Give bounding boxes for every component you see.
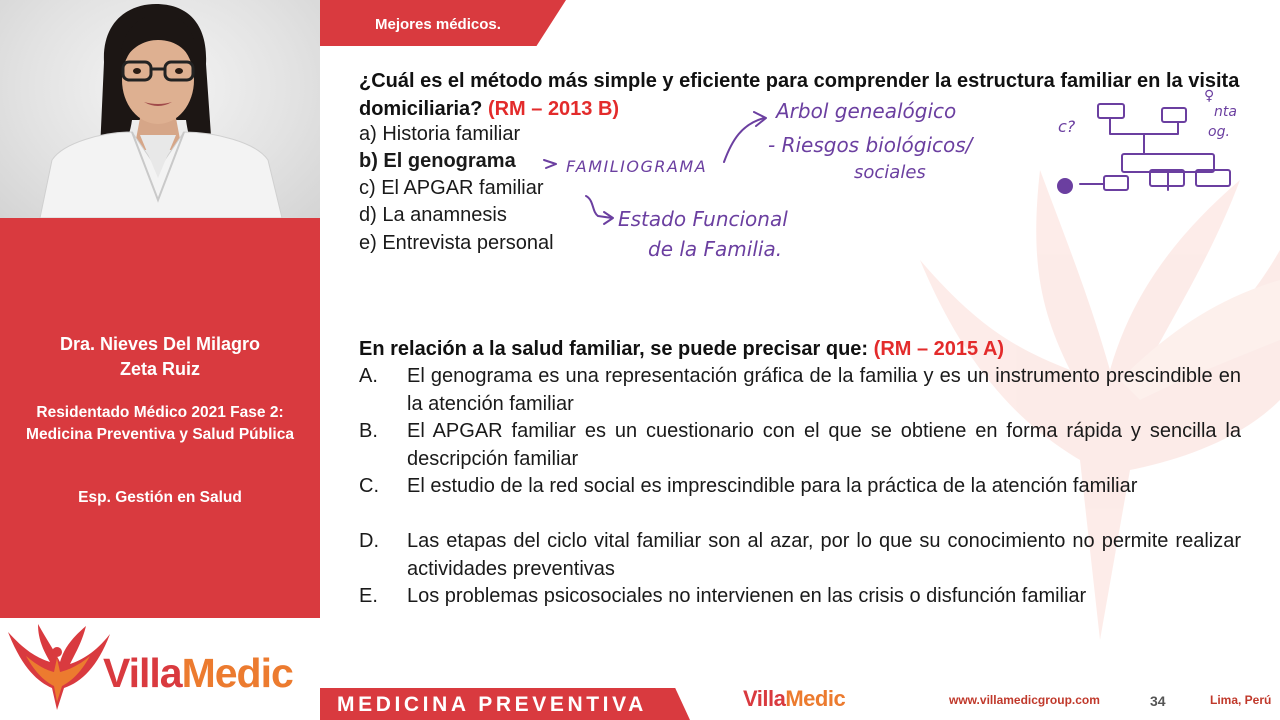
question2-option-d-letter: D. xyxy=(359,530,379,552)
question2-option-e-letter: E. xyxy=(359,585,378,607)
question2-option-c-letter: C. xyxy=(359,475,379,497)
presenter-course: Residentado Médico 2021 Fase 2: Medicina Preventiva y Salud Pública xyxy=(26,404,294,443)
presenter-info-panel xyxy=(0,218,320,618)
annotation-familia: de la Familia. xyxy=(648,237,783,261)
page-number: 34 xyxy=(1150,693,1166,709)
presenter-portrait-icon xyxy=(0,0,320,218)
presenter-specialty: Esp. Gestión en Salud xyxy=(78,489,242,506)
question2-option-a xyxy=(359,363,1241,418)
footer-website: www.villamedicgroup.com xyxy=(949,693,1100,707)
question2-option-b-letter: B. xyxy=(359,420,378,442)
presenter-name-line2: Zeta Ruiz xyxy=(119,359,200,379)
top-banner-text: Mejores médicos. xyxy=(375,16,501,33)
footer-logo-villa: Villa xyxy=(743,686,786,711)
question2-title xyxy=(359,336,1249,364)
presenter-panel xyxy=(0,0,320,720)
question2-option-d xyxy=(359,528,1241,583)
question2-option-e xyxy=(359,583,1241,611)
footer-section-title: MEDICINA PREVENTIVA xyxy=(337,693,647,716)
question2-text: En relación a la salud familiar, se puede precisar que: xyxy=(359,338,869,360)
question2-option-c-text: El estudio de la red social es imprescindible para la práctica de la atención familiar xyxy=(407,475,1138,497)
annotation-arbol: Arbol genealógico xyxy=(776,99,957,123)
brand-logo-text xyxy=(103,650,293,697)
annotation-pointer xyxy=(544,160,556,168)
question2-option-e-text: Los problemas psicosociales no intervienen en las crisis o disfunción familiar xyxy=(407,585,1087,607)
annotation-arrow-up xyxy=(724,118,764,162)
annotation-sociales: sociales xyxy=(854,162,926,183)
question2-tag: (RM – 2015 A) xyxy=(873,338,1005,360)
annotation-estado: Estado Funcional xyxy=(618,207,788,231)
footer-logo-medic: Medic xyxy=(785,686,846,711)
annotation-mark-4: og. xyxy=(1208,124,1230,140)
annotation-arrow-apgar xyxy=(586,196,612,218)
annotation-mark-1: c? xyxy=(1058,117,1076,136)
question1-text: ¿Cuál es el método más simple y eficiente para comprender la estructura familiar en la visita domiciliaria? xyxy=(359,70,1240,120)
logo-text-villa: Villa xyxy=(103,650,182,696)
question1-option-d: d) La anamnesis xyxy=(359,204,507,226)
question1-option-b: b) El genograma xyxy=(359,150,516,172)
question2-option-b xyxy=(359,418,1241,473)
question2-option-a-text: El genograma es una representación gráfica de la familia y es un instrumento prescindible en la atención familiar xyxy=(407,365,1241,415)
question1-title xyxy=(359,68,1249,123)
footer-brand-logo xyxy=(743,686,845,712)
question2-option-c xyxy=(359,473,1241,501)
phoenix-logo-icon xyxy=(2,618,112,720)
footer-location: Lima, Perú xyxy=(1210,693,1272,707)
question1-tag: (RM – 2013 B) xyxy=(487,97,620,120)
annotation-mark-2: ♀ xyxy=(1204,88,1215,104)
presenter-webcam xyxy=(0,0,320,218)
question2-option-b-text: El APGAR familiar es un cuestionario con el que se obtiene en forma rápida y sencilla la descripción familiar xyxy=(407,420,1241,470)
annotation-arrowhead-2 xyxy=(604,212,613,224)
question1-option-e: e) Entrevista personal xyxy=(359,232,554,254)
question2-option-d-text: Las etapas del ciclo vital familiar son al azar, por lo que su conocimiento no permite realizar actividades preventivas xyxy=(407,530,1241,580)
question1-option-a: a) Historia familiar xyxy=(359,123,521,145)
annotation-familiograma: FAMILIOGRAMA xyxy=(566,157,708,176)
annotation-mark-3: nta xyxy=(1214,104,1237,120)
annotation-riesgos: - Riesgos biológicos/ xyxy=(768,133,973,157)
question2-option-a-letter: A. xyxy=(359,365,378,387)
question1-option-c: c) El APGAR familiar xyxy=(359,177,544,199)
presenter-name-line1: Dra. Nieves Del Milagro xyxy=(59,334,261,354)
logo-text-medic: Medic xyxy=(181,650,293,696)
